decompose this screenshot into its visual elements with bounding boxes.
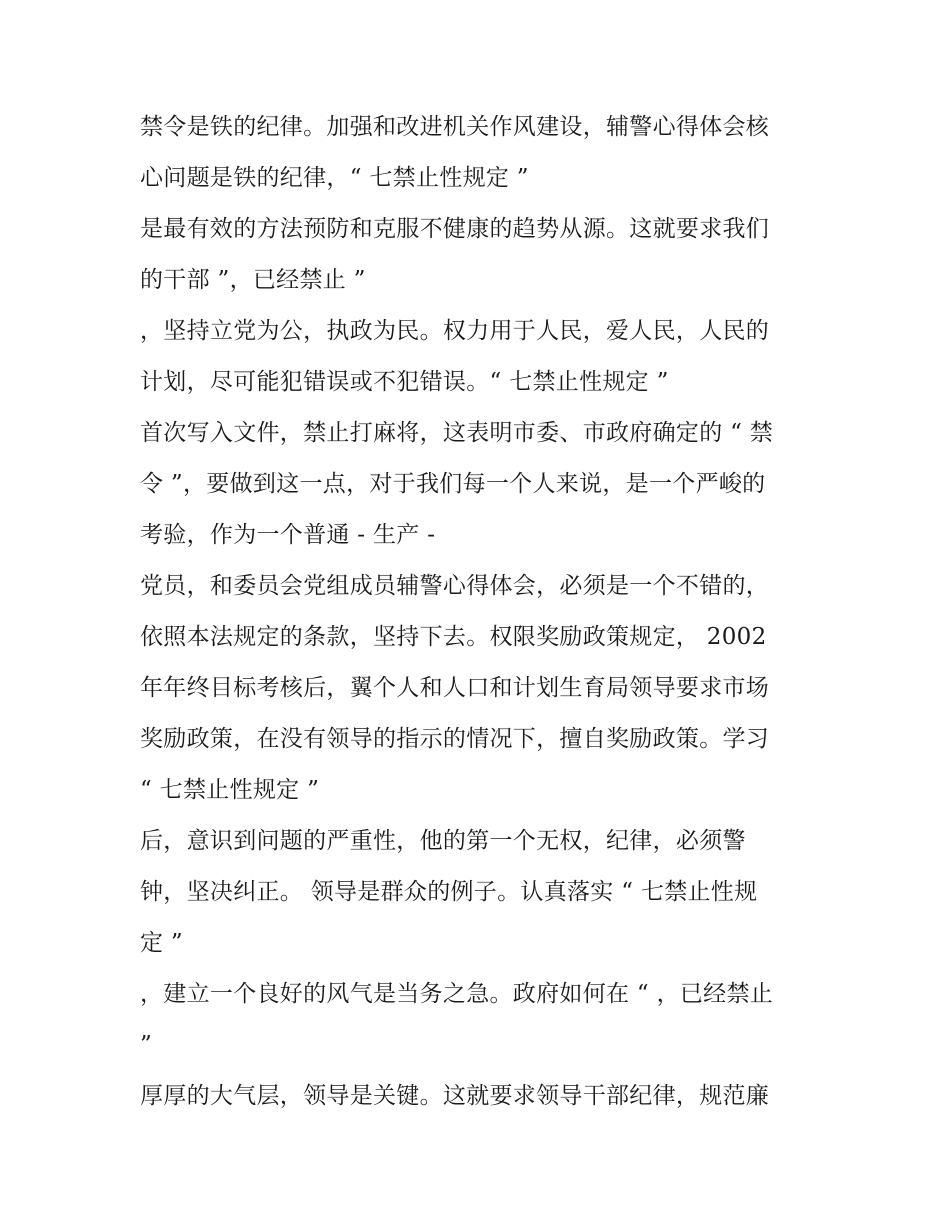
text-line: 令 ”，要做到这一点，对于我们每一个人来说，是一个严峻的	[140, 471, 766, 497]
text-line: ，坚持立党为公，执政为民。权力用于人民，爱人民，人民的	[140, 318, 770, 344]
text-line: 厚厚的大气层，领导是关键。这就要求领导干部纪律，规范廉	[140, 1083, 770, 1109]
text-line: 后，意识到问题的严重性，他的第一个无权，纪律，必须警	[140, 828, 746, 854]
text-line: 考验，作为一个普通 - 生产 -	[140, 522, 436, 548]
text-line: 年年终目标考核后，翼个人和人口和计划生育局领导要求市场	[140, 675, 770, 701]
text-line: 心问题是铁的纪律，“ 七禁止性规定 ”	[140, 165, 529, 191]
body-text	[140, 102, 820, 1122]
text-line: 的干部 ”，已经禁止 ”	[140, 267, 366, 293]
text-line: ，建立一个良好的风气是当务之急。政府如何在 “ ，已经禁止	[140, 981, 774, 1007]
text-line: 钟，坚决纠正。 领导是群众的例子。认真落实 “ 七禁止性规	[140, 879, 758, 905]
text-line: 党员，和委员会党组成员辅警心得体会，必须是一个不错的，	[140, 573, 770, 599]
text-line: 首次写入文件，禁止打麻将，这表明市委、市政府确定的 “ 禁	[140, 420, 774, 446]
text-line: 禁令是铁的纪律。加强和改进机关作风建设，辅警心得体会核	[140, 114, 770, 140]
text-line: ”	[140, 1032, 153, 1058]
text-line: 依照本法规定的条款，坚持下去。权限奖励政策规定， 2002	[140, 624, 767, 650]
text-line: 计划，尽可能犯错误或不犯错误。“ 七禁止性规定 ”	[140, 369, 669, 395]
text-line: “ 七禁止性规定 ”	[140, 777, 320, 803]
text-line: 定 ”	[140, 930, 183, 956]
text-line: 奖励政策，在没有领导的指示的情况下，擅自奖励政策。学习	[140, 726, 770, 752]
text-line: 是最有效的方法预防和克服不健康的趋势从源。这就要求我们	[140, 216, 770, 242]
